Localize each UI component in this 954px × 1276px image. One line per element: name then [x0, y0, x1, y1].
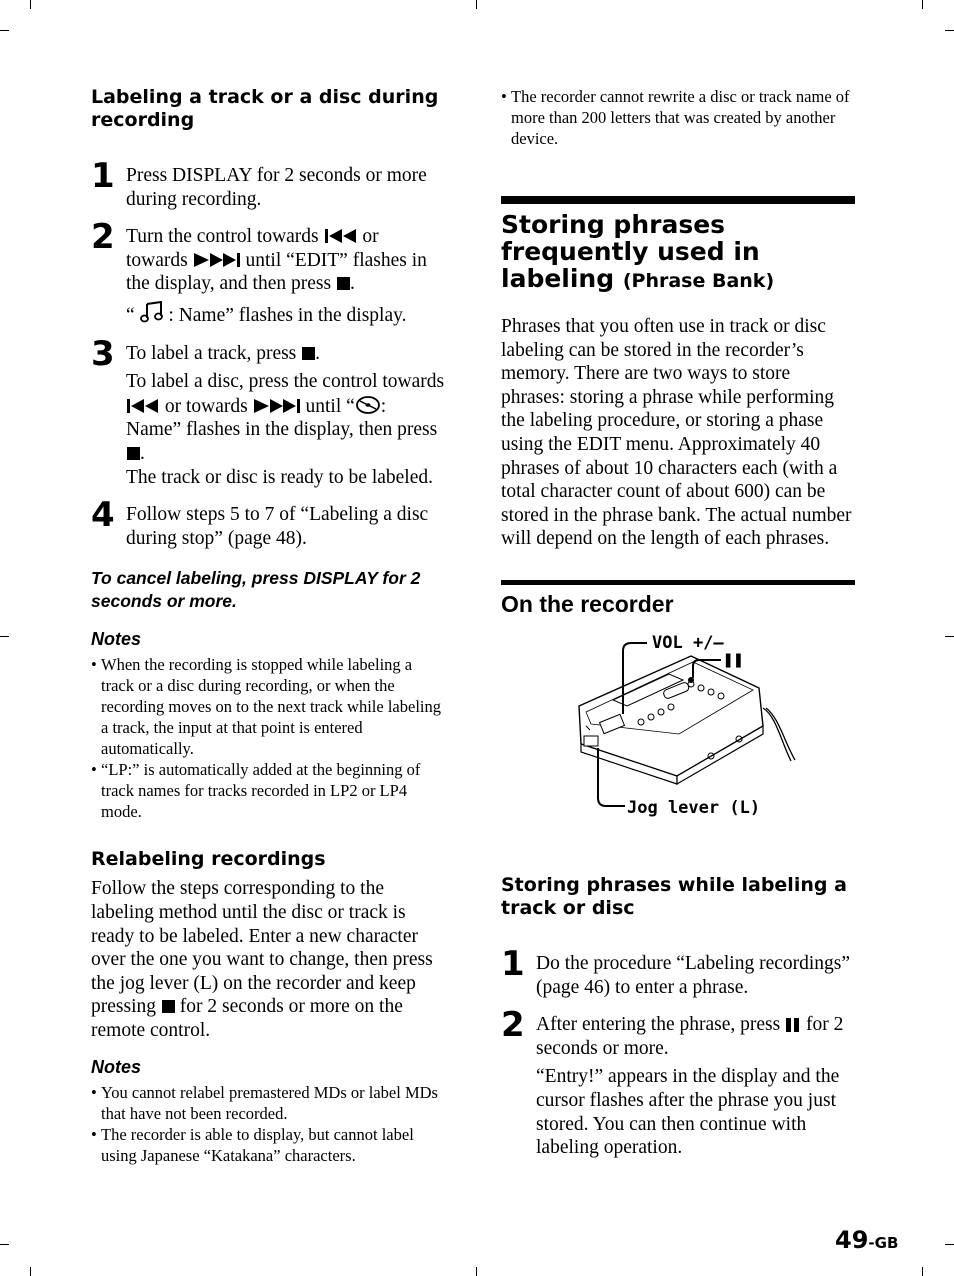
- previous-track-icon: [126, 398, 160, 414]
- disc-icon: [355, 394, 381, 414]
- section-rule: [501, 580, 855, 585]
- heading-relabeling: Relabeling recordings: [91, 848, 326, 871]
- step-1: [501, 943, 855, 999]
- title-text: Storing phrases frequently used in labeling: [501, 210, 760, 293]
- section-rule: [501, 196, 855, 204]
- stop-icon: [301, 347, 315, 361]
- step-number: 1: [91, 156, 115, 196]
- right-column: [501, 86, 855, 1160]
- step-text: [536, 1013, 855, 1060]
- text-run: To label a disc, press the control towards: [126, 371, 445, 393]
- crop-mark: [922, 1267, 923, 1276]
- crop-mark: [945, 30, 954, 31]
- music-note-icon: [140, 301, 164, 323]
- pause-label: ❚❚: [723, 649, 744, 670]
- crop-mark: [476, 1267, 477, 1276]
- note-item: • You cannot relabel premastered MDs or label MDs that have not been recorded.: [91, 1082, 445, 1124]
- text-run: : Name” flashes in the display, then press: [126, 395, 438, 441]
- jog-lever-label: Jog lever (L): [627, 797, 761, 818]
- page-number-suffix: -GB: [868, 1234, 899, 1252]
- notes-list: [501, 86, 855, 149]
- cancel-instruction: To cancel labeling, press DISPLAY for 2 seconds or more.: [91, 568, 421, 612]
- step-number: 2: [501, 1005, 525, 1046]
- relabel-text: [91, 877, 445, 1042]
- step-extra: [126, 301, 445, 328]
- stop-icon: [336, 277, 350, 291]
- notes-heading: Notes: [91, 1057, 142, 1078]
- step-1: [91, 156, 445, 211]
- crop-mark: [922, 0, 923, 9]
- note-item: • When the recording is stopped while labeling a track or a disc during recording, or when the recording moves on to the next track while labeling a track, the input at that point is entered automatically.: [91, 654, 445, 759]
- text-run: or towards: [164, 395, 248, 417]
- note-item: • “LP:” is automatically added at the beginning of track names for tracks recorded in LP2 or LP4 mode.: [91, 759, 445, 822]
- recorder-drawing: [501, 626, 855, 826]
- step-2: [501, 1005, 855, 1160]
- step-text: Follow steps 5 to 7 of “Labeling a disc during stop” (page 48).: [126, 504, 429, 549]
- vol-label: VOL +/–: [652, 632, 724, 653]
- section-title-phrase-bank: [501, 211, 855, 295]
- text-run: : Name” flashes in the display.: [168, 304, 407, 326]
- text-run: To label a track, press: [126, 342, 297, 364]
- step-number: 2: [91, 217, 115, 258]
- heading-storing-while-labeling: Storing phrases while labeling a track or disc: [501, 873, 847, 919]
- crop-mark: [0, 636, 9, 637]
- page-number: [835, 1226, 898, 1254]
- text-run: .: [349, 273, 355, 295]
- step-text: [126, 342, 445, 366]
- step-number: 3: [91, 333, 115, 374]
- step-number: 4: [91, 495, 115, 536]
- recorder-illustration: [501, 626, 855, 826]
- text-run: for 2 seconds or more.: [536, 1014, 844, 1059]
- step-number: 1: [501, 943, 525, 984]
- step-text: [126, 225, 445, 296]
- notes-heading: Notes: [91, 629, 142, 650]
- text-run: .: [140, 442, 145, 464]
- step-text: Press DISPLAY for 2 seconds or more during recording.: [126, 165, 427, 210]
- crop-mark: [0, 1244, 9, 1245]
- play-next-track-icon: [253, 398, 301, 414]
- step-2: [91, 217, 445, 327]
- section-title-on-recorder: On the recorder: [501, 590, 674, 617]
- left-column: [91, 86, 445, 1166]
- stop-icon: [126, 447, 140, 461]
- crop-mark: [30, 1267, 31, 1276]
- text-run: for 2 seconds or more on the remote control.: [91, 996, 403, 1041]
- step-extra: [126, 370, 445, 489]
- text-run: Turn the control towards: [126, 226, 319, 248]
- phrase-bank-intro: Phrases that you often use in track or disc labeling can be stored in the recorder’s memory. There are two ways to store phrases: storing a phrase while performing the labeling procedure, or storing a phase using the EDIT menu. Approximately 40 phrases of about 10 characters each (with a total character count of about 600) can be stored in the phrase bank. The actual number will depend on the length of each phrases.: [501, 316, 852, 550]
- heading-labeling-during-recording: Labeling a track or a disc during recording: [91, 86, 439, 131]
- crop-mark: [476, 0, 477, 9]
- page-number-value: 49: [835, 1226, 869, 1254]
- text-run: “: [126, 304, 135, 326]
- step-3: [91, 333, 445, 490]
- crop-mark: [30, 0, 31, 9]
- title-subtext: (Phrase Bank): [622, 270, 775, 292]
- text-run: until “EDIT” flashes in the display, and then press: [126, 249, 427, 295]
- notes-list: [91, 654, 445, 822]
- text-run: After entering the phrase, press: [536, 1014, 781, 1036]
- step-extra: “Entry!” appears in the display and the cursor flashes after the phrase you just stored. You can then continue with labeling operation.: [536, 1066, 840, 1159]
- previous-track-icon: [324, 228, 358, 244]
- note-item: • The recorder is able to display, but cannot label using Japanese “Katakana” characters.: [91, 1124, 445, 1166]
- note-item: • The recorder cannot rewrite a disc or track name of more than 200 letters that was created by another device.: [501, 86, 855, 149]
- text-run: until “: [305, 395, 355, 417]
- step-text: Do the procedure “Labeling recordings” (page 46) to enter a phrase.: [536, 952, 851, 998]
- stop-icon: [161, 1000, 175, 1014]
- text-run: The track or disc is ready to be labeled.: [126, 466, 434, 488]
- pause-icon: [785, 1018, 801, 1032]
- text-run: .: [315, 342, 321, 364]
- text-run: Follow the steps corresponding to the labeling method until the disc or track is ready to be labeled. Enter a new character over the one you want to change, then press the jog lever (L) on the recorder and keep pressing: [91, 878, 433, 1018]
- text-run: or towards: [126, 226, 379, 271]
- step-4: [91, 495, 445, 550]
- crop-mark: [945, 636, 954, 637]
- crop-mark: [0, 30, 9, 31]
- play-next-track-icon: [193, 252, 241, 268]
- notes-list: [91, 1082, 445, 1166]
- crop-mark: [945, 1244, 954, 1245]
